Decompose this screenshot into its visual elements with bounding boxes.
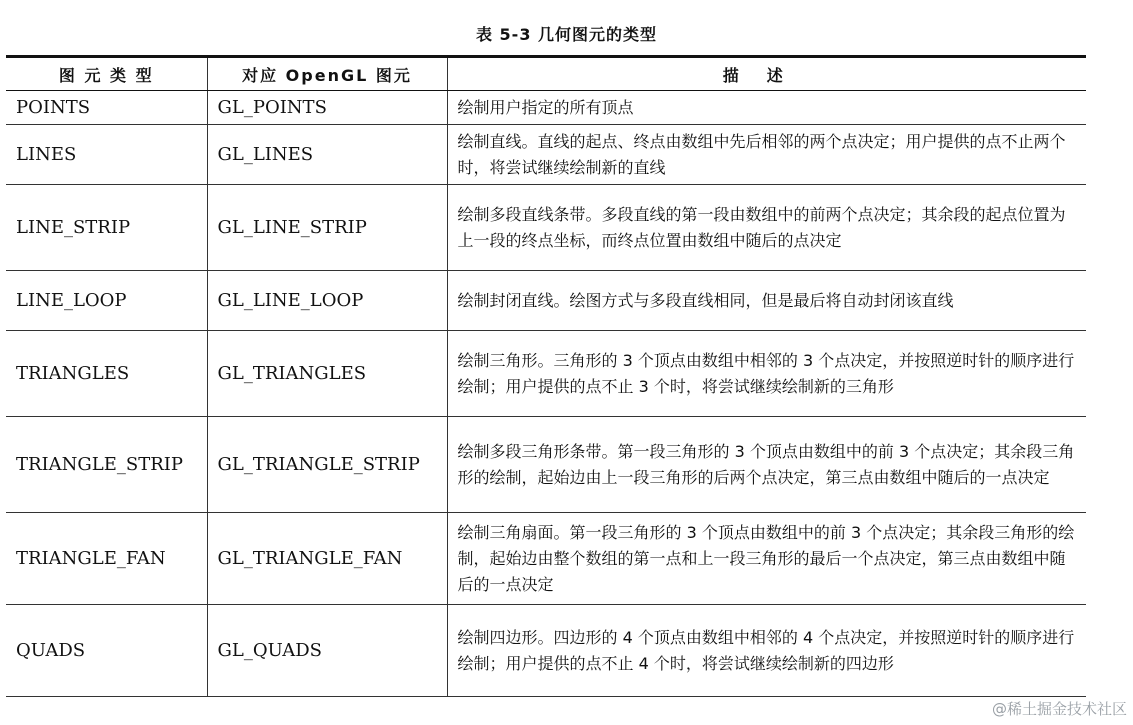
cell-gl: GL_QUADS <box>207 605 447 697</box>
table-row <box>6 125 1086 185</box>
table-row <box>6 513 1086 605</box>
cell-gl: GL_LINE_STRIP <box>207 185 447 271</box>
cell-desc: 绘制封闭直线。绘图方式与多段直线相同，但是最后将自动封闭该直线 <box>447 271 1086 331</box>
cell-desc: 绘制直线。直线的起点、终点由数组中先后相邻的两个点决定；用户提供的点不止两个时，将尝试继续绘制新的直线 <box>447 125 1086 185</box>
cell-type: LINE_LOOP <box>6 271 207 331</box>
table-row <box>6 417 1086 513</box>
cell-gl: GL_TRIANGLE_FAN <box>207 513 447 605</box>
cell-type: LINES <box>6 125 207 185</box>
table-row <box>6 91 1086 125</box>
table-row <box>6 185 1086 271</box>
header-row <box>6 57 1086 91</box>
cell-desc: 绘制多段三角形条带。第一段三角形的 3 个顶点由数组中的前 3 个点决定；其余段三角形的绘制，起始边由上一段三角形的后两个点决定，第三点由数组中随后的一点决定 <box>447 417 1086 513</box>
cell-type: QUADS <box>6 605 207 697</box>
cell-desc: 绘制用户指定的所有顶点 <box>447 91 1086 125</box>
cell-type: TRIANGLES <box>6 331 207 417</box>
cell-desc: 绘制四边形。四边形的 4 个顶点由数组中相邻的 4 个点决定，并按照逆时针的顺序进行绘制；用户提供的点不止 4 个时，将尝试继续绘制新的四边形 <box>447 605 1086 697</box>
primitive-types-table <box>6 55 1086 697</box>
table-row <box>6 605 1086 697</box>
cell-gl: GL_TRIANGLES <box>207 331 447 417</box>
header-description: 描述 <box>447 57 1086 91</box>
cell-type: POINTS <box>6 91 207 125</box>
table-caption: 表 5-3 几何图元的类型 <box>475 25 658 44</box>
cell-gl: GL_TRIANGLE_STRIP <box>207 417 447 513</box>
cell-gl: GL_POINTS <box>207 91 447 125</box>
cell-gl: GL_LINES <box>207 125 447 185</box>
header-opengl-primitive: 对应 OpenGL 图元 <box>207 57 447 91</box>
cell-gl: GL_LINE_LOOP <box>207 271 447 331</box>
watermark: @稀土掘金技术社区 <box>991 700 1127 718</box>
table-row <box>6 271 1086 331</box>
table-row <box>6 331 1086 417</box>
cell-type: TRIANGLE_STRIP <box>6 417 207 513</box>
cell-desc: 绘制多段直线条带。多段直线的第一段由数组中的前两个点决定；其余段的起点位置为上一段的终点坐标，而终点位置由数组中随后的点决定 <box>447 185 1086 271</box>
cell-desc: 绘制三角扇面。第一段三角形的 3 个顶点由数组中的前 3 个点决定；其余段三角形的绘制，起始边由整个数组的第一点和上一段三角形的最后一个点决定，第三点由数组中随后的一点决定 <box>447 513 1086 605</box>
cell-type: LINE_STRIP <box>6 185 207 271</box>
header-primitive-type: 图 元 类 型 <box>6 57 207 91</box>
cell-desc: 绘制三角形。三角形的 3 个顶点由数组中相邻的 3 个点决定，并按照逆时针的顺序进行绘制；用户提供的点不止 3 个时，将尝试继续绘制新的三角形 <box>447 331 1086 417</box>
cell-type: TRIANGLE_FAN <box>6 513 207 605</box>
